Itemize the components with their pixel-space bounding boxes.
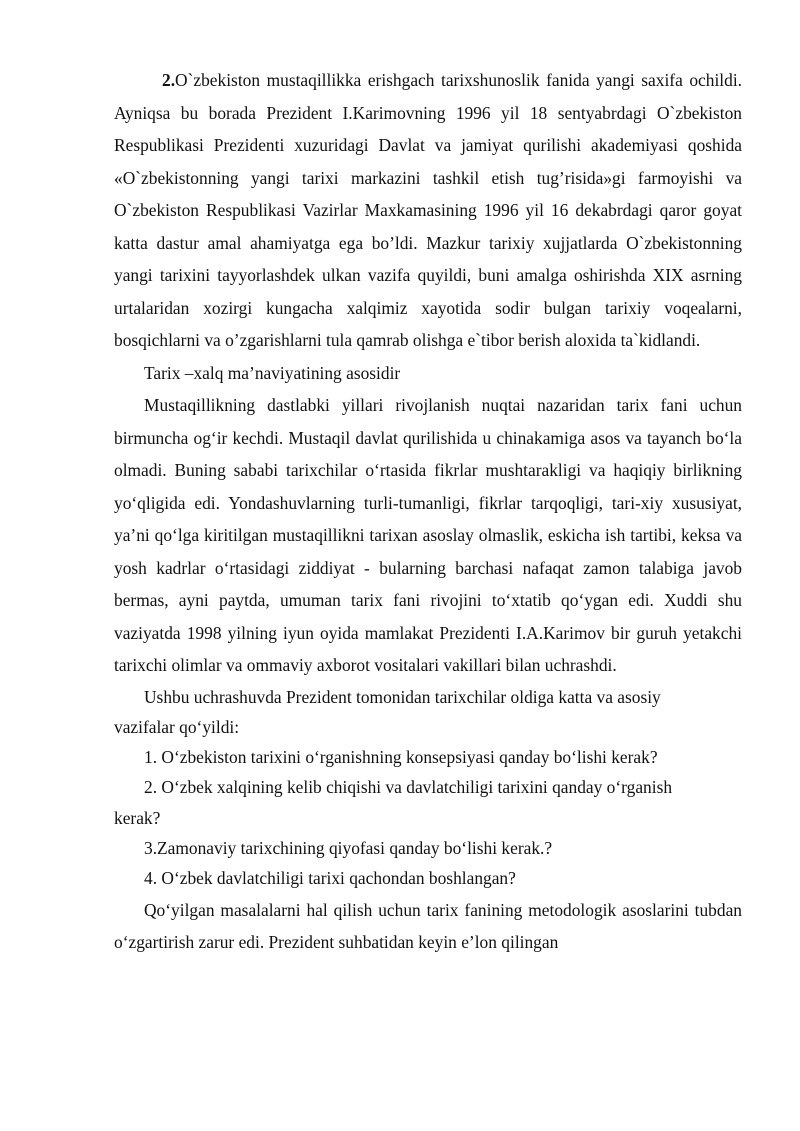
intro-paragraph: [114, 64, 742, 357]
section-number: 2.: [162, 70, 176, 90]
question-4: 4. O‘zbek davlatchiligi tarixi qachondan boshlangan?: [144, 868, 516, 889]
question-2-line-2: kerak?: [114, 807, 161, 828]
independence-paragraph: Mustaqillikning dastlabki yillari rivojlanish nuqtai nazaridan tarix fani uchun birmuncha og‘ir kechdi. Mustaqil davlat qurilishida u chinakamiga asos va tayanch bo‘la olmadi. Buning sababi tarixchilar o‘rtasida fikrlar mushtarakligi va haqiqiy birlikning yo‘qligida edi. Yondashuvlarning turli-tumanligi, fikrlar tarqoqligi, tari-xiy xususiyat, ya’ni qo‘lga kiritilgan mustaqillikni tarixan asoslay olmaslik, eskicha ish tartibi, keksa va yosh kadrlar o‘rtasidagi ziddiyat - bularning barchasi nafaqat zamon talabiga javob bermas, ayni paytda, umuman tarix fani rivojini to‘xtatib qo‘ygan edi. Xuddi shu vaziyatda 1998 yilning iyun oyida mamlakat Prezidenti I.A.Karimov bir guruh yetakchi tarixchi olimlar va ommaviy axborot vositalari vakillari bilan uchrashdi.: [114, 395, 742, 675]
question-1: 1. O‘zbekiston tarixini o‘rganishning konsepsiyasi qanday bo‘lishi kerak?: [144, 747, 658, 768]
question-3: 3.Zamonaviy tarixchining qiyofasi qanday bo‘lishi kerak.?: [144, 837, 553, 858]
meeting-line-2: vazifalar qo‘yildi:: [114, 716, 240, 737]
subheading: Tarix –xalq ma’naviyatining asosidir: [144, 362, 401, 383]
final-paragraph: Qo‘yilgan masalalarni hal qilish uchun tarix fanining metodologik asoslarini tubdan o‘zgartirish zarur edi. Prezident suhbatidan keyin e’lon qilingan: [114, 899, 742, 953]
document-body: [114, 64, 742, 959]
intro-text: O`zbekiston mustaqillikka erishgach tarixshunoslik fanida yangi saxifa ochildi. Ayniqsa bu borada Prezident I.Karimovning 1996 yil 18 sentyabrdagi O`zbekiston Respublikasi Prezidenti xuzuridagi Davlat va jamiyat qurilishi akademiyasi qoshida «O`zbekistonning yangi tarixi markazini tashkil etish tug’risida»gi farmoyishi va O`zbekiston Respublikasi Vazirlar Maxkamasining 1996 yil 16 dekabrdagi qaror goyat katta dastur amal ahamiyatga ega bo’ldi. Mazkur tarixiy xujjatlarda O`zbekistonning yangi tarixini tayyorlashdek ulkan vazifa quyildi, buni amalga oshirishda XIX asrning urtalaridan xozirgi kungacha xalqimiz xayotida sodir bulgan tarixiy voqealarni, bosqichlarni va o’zgarishlarni tula qamrab olishga e`tibor berish aloxida ta`kidlandi.: [114, 70, 742, 350]
meeting-line-1: Ushbu uchrashuvda Prezident tomonidan tarixchilar oldiga katta va asosiy: [144, 686, 661, 707]
question-2-line-1: 2. O‘zbek xalqining kelib chiqishi va davlatchiligi tarixini qanday o‘rganish: [144, 777, 673, 798]
